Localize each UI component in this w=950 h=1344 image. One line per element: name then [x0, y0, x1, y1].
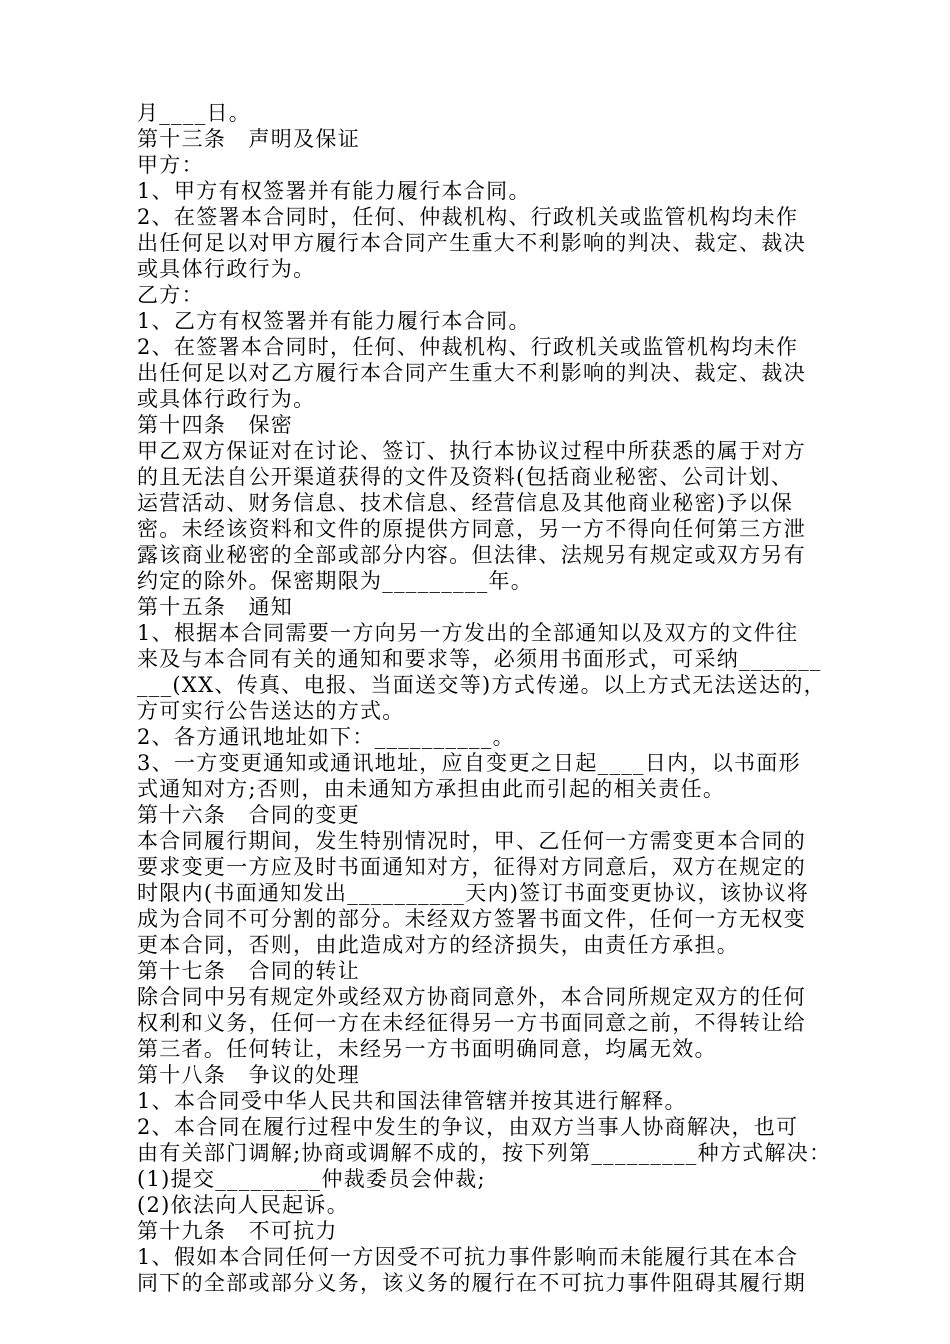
article-heading-19: 第十九条 不可抗力 — [137, 1219, 338, 1243]
text-line: 1、本合同受中华人民共和国法律管辖并按其进行解释。 — [137, 1089, 687, 1113]
text-line: 出任何足以对乙方履行本合同产生重大不利影响的判决、裁定、裁决 — [137, 361, 806, 385]
text-line: 1、根据本合同需要一方向另一方发出的全部通知以及双方的文件往 — [137, 621, 799, 645]
text-line: 2、本合同在履行过程中发生的争议，由双方当事人协商解决，也可 — [137, 1115, 799, 1139]
article-heading-14: 第十四条 保密 — [137, 413, 294, 437]
text-line: 运营活动、财务信息、技术信息、经营信息及其他商业秘密)予以保 — [137, 491, 794, 515]
article-heading-18: 第十八条 争议的处理 — [137, 1063, 360, 1087]
text-line: 式通知对方;否则，由未通知方承担由此而引起的相关责任。 — [137, 777, 726, 801]
text-line: 要求变更一方应及时书面通知对方，征得对方同意后，双方在规定的 — [137, 855, 806, 879]
text-line: (1)提交_________仲裁委员会仲裁; — [137, 1167, 486, 1191]
text-line: 2、在签署本合同时，任何、仲裁机构、行政机关或监管机构均未作 — [137, 335, 799, 359]
text-line: 1、甲方有权签署并有能力履行本合同。 — [137, 179, 531, 203]
text-line: 时限内(书面通知发出__________天内)签订书面变更协议，该协议将 — [137, 881, 810, 905]
text-line: 密。未经该资料和文件的原提供方同意，另一方不得向任何第三方泄 — [137, 517, 806, 541]
article-heading-16: 第十六条 合同的变更 — [137, 803, 360, 827]
text-line: 甲乙双方保证对在讨论、签订、执行本协议过程中所获悉的属于对方 — [137, 439, 806, 463]
article-heading-13: 第十三条 声明及保证 — [137, 127, 360, 151]
party-b-label: 乙方： — [137, 283, 204, 307]
text-line: 第三者。任何转让，未经另一方书面明确同意，均属无效。 — [137, 1037, 717, 1061]
text-line: 由有关部门调解;协商或调解不成的，按下列第_________种方式解决： — [137, 1141, 832, 1165]
text-line: (2)依法向人民起诉。 — [137, 1193, 350, 1217]
text-line: 出任何足以对甲方履行本合同产生重大不利影响的判决、裁定、裁决 — [137, 231, 806, 255]
text-line: 1、乙方有权签署并有能力履行本合同。 — [137, 309, 531, 333]
text-line: 方可实行公告送达的方式。 — [137, 699, 405, 723]
text-line: 更本合同，否则，由此造成对方的经济损失，由责任方承担。 — [137, 933, 740, 957]
text-line: 成为合同不可分割的部分。未经双方签署书面文件，任何一方无权变 — [137, 907, 806, 931]
text-line: 权利和义务，任何一方在未经征得另一方书面同意之前，不得转让给 — [137, 1011, 806, 1035]
text-line: 露该商业秘密的全部或部分内容。但法律、法规另有规定或双方另有 — [137, 543, 806, 567]
text-line: 除合同中另有规定外或经双方协商同意外，本合同所规定双方的任何 — [137, 985, 806, 1009]
text-line: 2、在签署本合同时，任何、仲裁机构、行政机关或监管机构均未作 — [137, 205, 799, 229]
article-heading-17: 第十七条 合同的转让 — [137, 959, 360, 983]
text-line: 来及与本合同有关的通知和要求等，必须用书面形式，可采纳_______ — [137, 647, 822, 671]
text-line: 月____日。 — [137, 101, 252, 125]
party-a-label: 甲方： — [137, 153, 204, 177]
text-line: 的且无法自公开渠道获得的文件及资料(包括商业秘密、公司计划、 — [137, 465, 794, 489]
text-line: 2、各方通讯地址如下：__________。 — [137, 725, 515, 749]
text-line: 1、假如本合同任何一方因受不可抗力事件影响而未能履行其在本合 — [137, 1245, 799, 1269]
document-page — [137, 100, 832, 1296]
article-heading-15: 第十五条 通知 — [137, 595, 294, 619]
text-line: 或具体行政行为。 — [137, 257, 316, 281]
text-line: 约定的除外。保密期限为_________年。 — [137, 569, 534, 593]
text-line: 同下的全部或部分义务，该义务的履行在不可抗力事件阻碍其履行期 — [137, 1271, 806, 1295]
text-line: 本合同履行期间，发生特别情况时，甲、乙任何一方需变更本合同的 — [137, 829, 806, 853]
text-line: ___(XX、传真、电报、当面送交等)方式传递。以上方式无法送达的， — [137, 673, 826, 697]
text-line: 3、一方变更通知或通讯地址，应自变更之日起____日内，以书面形 — [137, 751, 801, 775]
text-line: 或具体行政行为。 — [137, 387, 316, 411]
